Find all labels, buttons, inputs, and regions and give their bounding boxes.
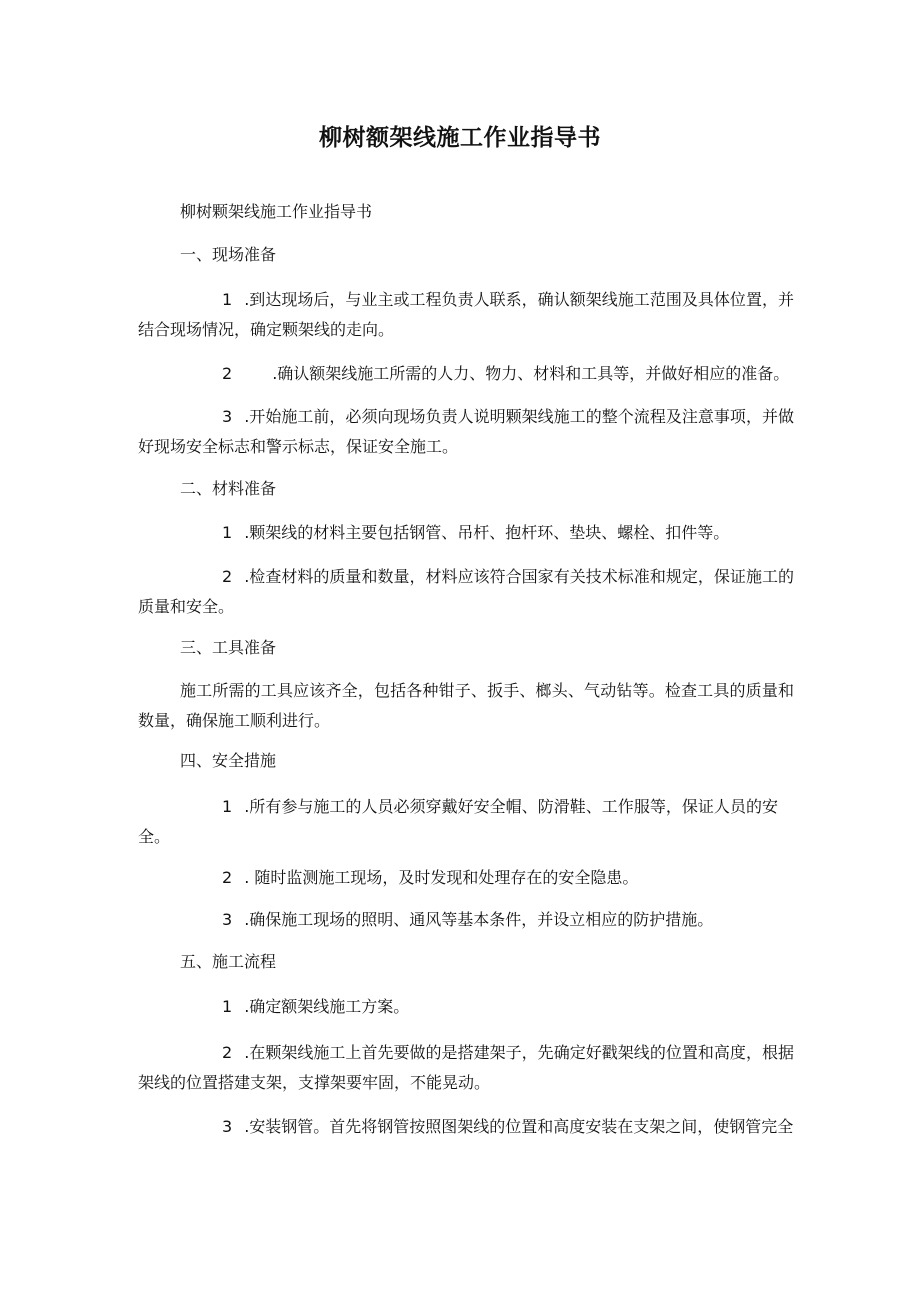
section-heading-3: 三、工具准备 [180, 638, 277, 657]
item-text: .确定额架线施工方案。 [244, 997, 410, 1016]
section-heading-1: 一、现场准备 [180, 245, 277, 264]
item-text: .到达现场后，与业主或工程负责人联系，确认额架线施工范围及具体位置，并结合现场情况，确定颗架线的走向。 [138, 290, 794, 339]
item-text: .确认额架线施工所需的人力、物力、材料和工具等，并做好相应的准备。 [272, 364, 790, 383]
item-text: . 随时监测施工现场，及时发现和处理存在的安全隐患。 [244, 868, 639, 887]
item-number: 2 [222, 1043, 233, 1062]
section-heading-2: 二、材料准备 [180, 479, 277, 498]
list-item [138, 402, 794, 462]
item-number: 3 [222, 910, 233, 929]
item-number: 2 [222, 868, 233, 887]
item-number: 1 [222, 290, 233, 309]
list-item [138, 359, 794, 389]
item-number: 2 [222, 567, 233, 586]
item-text: .在颗架线施工上首先要做的是搭建架子，先确定好戳架线的位置和高度，根据架线的位置搭建支架，支撑架要牢固，不能晃动。 [138, 1043, 794, 1092]
list-item [138, 562, 794, 622]
list-item [138, 992, 794, 1022]
list-item [138, 905, 794, 935]
item-text: .确保施工现场的照明、通风等基本条件，并设立相应的防护措施。 [244, 910, 714, 929]
list-item [138, 518, 794, 548]
item-text: .开始施工前，必须向现场负责人说明颗架线施工的整个流程及注意事项，并做好现场安全标志和警示标志，保证安全施工。 [138, 407, 794, 456]
item-text: .颗架线的材料主要包括钢管、吊杆、抱杆环、垫块、螺栓、扣件等。 [244, 523, 730, 542]
section-heading-4: 四、安全措施 [180, 751, 277, 770]
list-item [138, 863, 794, 893]
item-text: .检查材料的质量和数量，材料应该符合国家有关技术标准和规定，保证施工的质量和安全。 [138, 567, 794, 616]
item-number: 1 [222, 797, 233, 816]
section-heading-5: 五、施工流程 [180, 952, 277, 971]
section-body-3: 施工所需的工具应该齐全，包括各种钳子、扳手、榔头、气动钻等。检查工具的质量和数量，确保施工顺利进行。 [138, 681, 794, 730]
item-number: 1 [222, 523, 233, 542]
item-number: 1 [222, 997, 233, 1016]
document-subtitle: 柳树颗架线施工作业指导书 [180, 202, 373, 221]
list-item [138, 1112, 794, 1142]
list-item [138, 285, 794, 345]
document-title: 柳树额架线施工作业指导书 [319, 125, 601, 151]
item-text: .安装钢管。首先将钢管按照图架线的位置和高度安装在支架之间，使钢管完全 [244, 1117, 794, 1136]
list-item [138, 1038, 794, 1098]
item-number: 2 [222, 364, 233, 383]
item-number: 3 [222, 407, 233, 426]
item-text: .所有参与施工的人员必须穿戴好安全帽、防滑鞋、工作服等，保证人员的安全。 [138, 797, 778, 846]
list-item [138, 792, 778, 852]
item-number: 3 [222, 1117, 233, 1136]
